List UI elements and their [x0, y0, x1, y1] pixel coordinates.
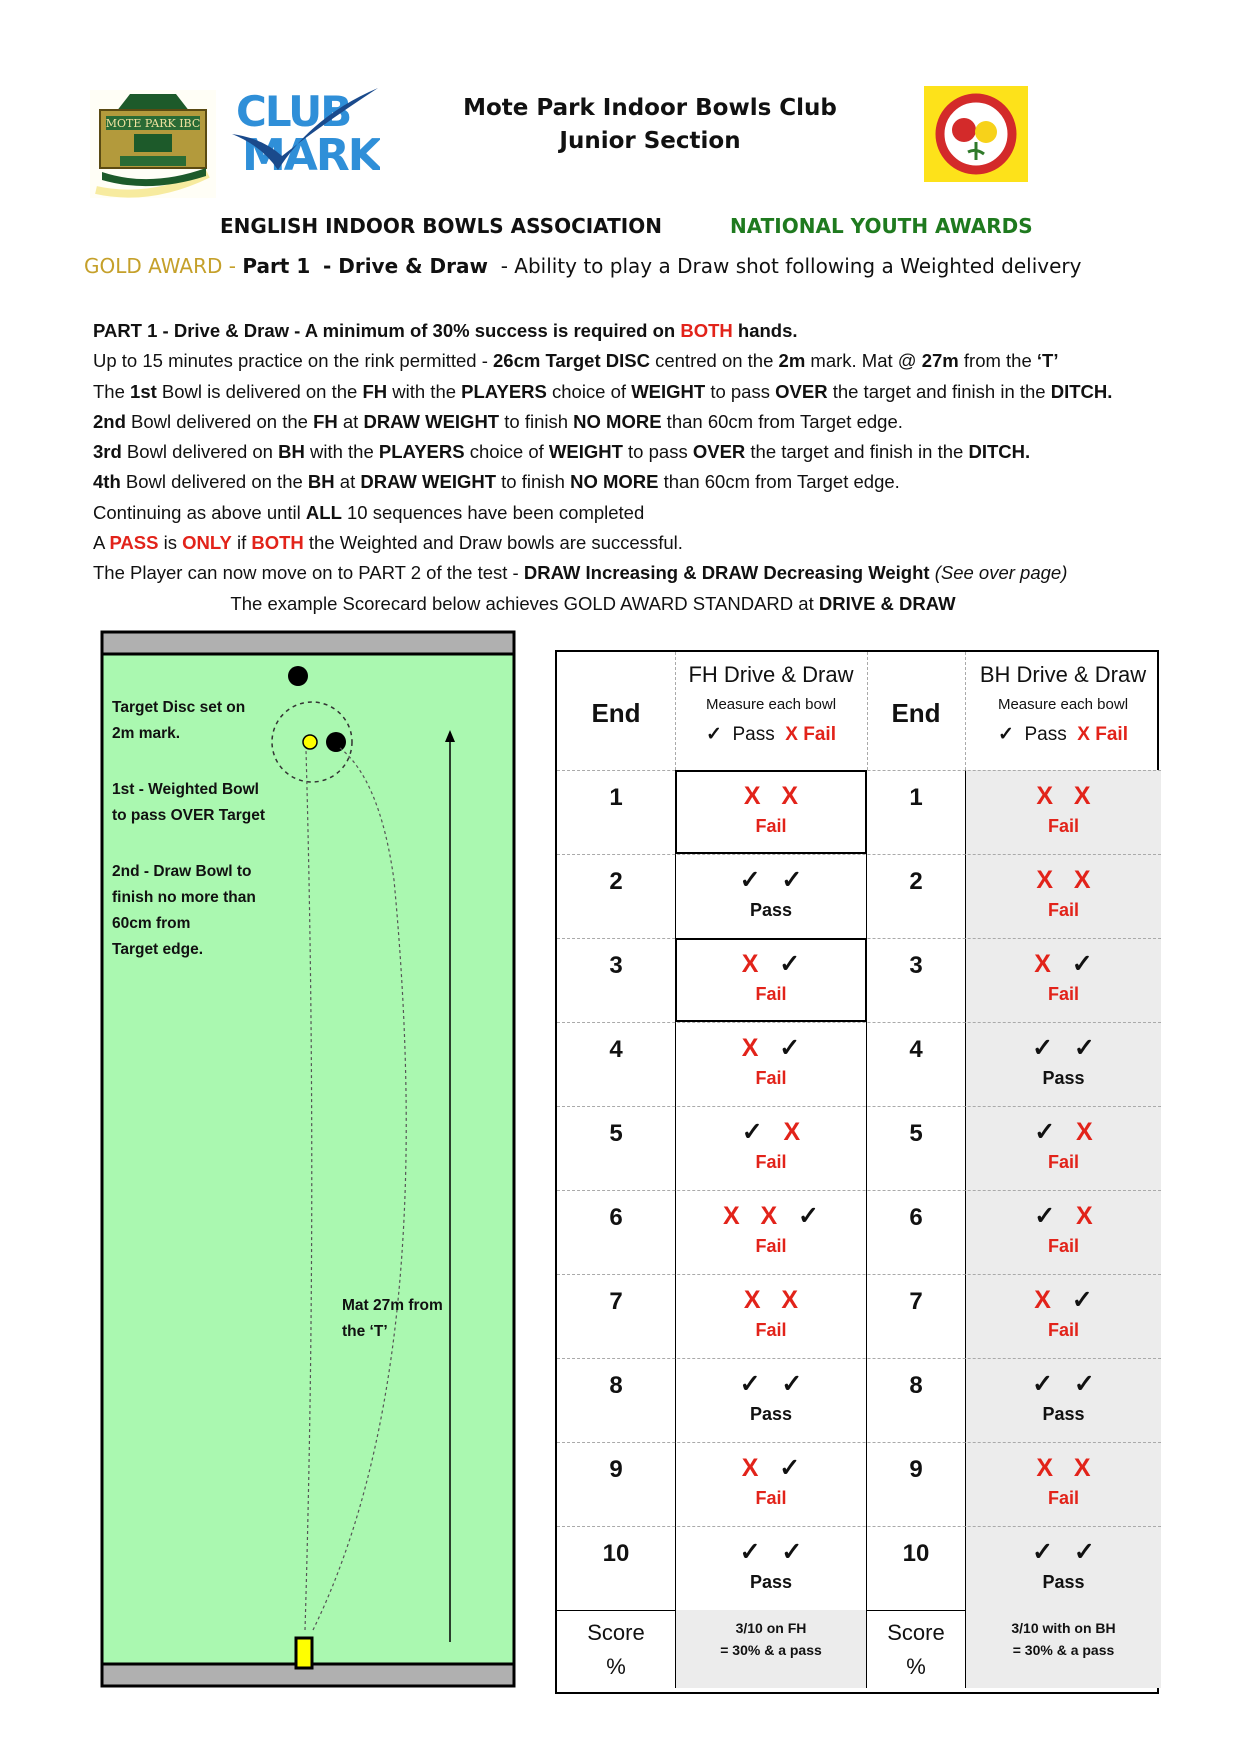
bh-result-cell — [965, 938, 1161, 1022]
bh-score-line-1: 3/10 with on BH — [1011, 1620, 1116, 1636]
bh-result-cell — [965, 1358, 1161, 1442]
end-number: 6 — [909, 1204, 923, 1231]
bowl2-label-3: 60cm from — [112, 915, 191, 932]
bh-header-measure: Measure each bowl — [997, 696, 1129, 713]
result-word: Fail — [1047, 816, 1079, 836]
instruction-line-5: 3rd Bowl delivered on BH with the PLAYERS choice of WEIGHT to pass OVER the target and finish in the DITCH. — [93, 441, 1031, 463]
fh-score — [675, 1610, 867, 1688]
instruction-line-8: A PASS is ONLY if BOTH the Weighted and Draw bowls are successful. — [93, 532, 683, 554]
end-header-label: End — [891, 698, 941, 728]
result-word: Pass — [749, 900, 793, 920]
end-number: 7 — [609, 1288, 623, 1315]
result-word: Fail — [1047, 900, 1079, 920]
end-header-fh — [557, 652, 675, 770]
tick-icon: ✓ — [779, 1034, 801, 1062]
result-word: Fail — [755, 1320, 787, 1340]
score-label: Score — [587, 1620, 645, 1645]
tick-icon: ✓ — [1071, 1286, 1093, 1314]
cross-icon: X — [741, 1454, 759, 1482]
tick-icon: ✓ — [741, 1118, 763, 1146]
end-number-fh — [557, 938, 675, 1022]
score-percent: % — [606, 1654, 626, 1679]
instruction-line-7: Continuing as above until ALL 10 sequences have been completed — [93, 501, 645, 523]
end-number-bh — [867, 1022, 965, 1106]
fh-result-cell — [675, 1022, 867, 1106]
cross-icon: X — [1034, 1286, 1051, 1314]
tick-icon: ✓ — [739, 866, 761, 894]
cross-icon: X — [1076, 1118, 1093, 1146]
result-word: Fail — [1047, 1236, 1079, 1256]
draw-bowl — [326, 732, 346, 752]
instruction-line-3: The 1st Bowl is delivered on the FH with the PLAYERS choice of WEIGHT to pass OVER the target and finish in the DITCH. — [93, 380, 1113, 402]
result-word: Fail — [755, 1236, 787, 1256]
end-number-fh — [557, 854, 675, 938]
end-number-bh — [867, 770, 965, 854]
tick-icon: ✓ — [781, 866, 803, 894]
award-part-name: - Drive & Draw — [322, 254, 488, 278]
result-word: Fail — [755, 984, 787, 1004]
result-word: Pass — [1042, 1068, 1085, 1088]
cross-icon: X — [1076, 1202, 1093, 1230]
ditch-top — [102, 632, 514, 654]
fh-header-pass: Pass — [732, 724, 775, 745]
tick-icon: ✓ — [781, 1370, 803, 1398]
end-number: 5 — [609, 1120, 623, 1147]
end-header-label: End — [591, 698, 641, 728]
end-number: 9 — [609, 1456, 623, 1483]
tick-icon: ✓ — [1073, 1034, 1095, 1062]
result-word: Fail — [1047, 1488, 1079, 1508]
target-label-2: 2m mark. — [112, 725, 181, 742]
tick-icon: ✓ — [998, 724, 1014, 745]
cross-icon: X — [1073, 1454, 1091, 1482]
end-number-fh — [557, 1442, 675, 1526]
bowl1-label-1: 1st - Weighted Bowl — [112, 781, 259, 798]
cross-icon: X — [781, 1286, 799, 1314]
tick-icon: ✓ — [1073, 1538, 1095, 1566]
end-number-bh — [867, 1190, 965, 1274]
end-number: 9 — [909, 1456, 923, 1483]
end-number-fh — [557, 1274, 675, 1358]
end-number-fh — [557, 1106, 675, 1190]
end-number-fh — [557, 1022, 675, 1106]
rink-diagram — [100, 630, 516, 1688]
end-number-bh — [867, 938, 965, 1022]
instruction-line-1: PART 1 - Drive & Draw - A minimum of 30% success is required on BOTH hands. — [93, 320, 798, 341]
cross-icon: X — [743, 1286, 761, 1314]
result-word: Fail — [1047, 984, 1079, 1004]
bowl1-label-2: to pass OVER Target — [112, 807, 266, 824]
bh-score-line-2: = 30% & a pass — [1012, 1642, 1115, 1658]
bh-result-cell — [965, 770, 1161, 854]
award-desc: - Ability to play a Draw shot following a Weighted delivery — [500, 254, 1082, 278]
tick-icon: ✓ — [1034, 1118, 1056, 1146]
instruction-line-10: The example Scorecard below achieves GOLD AWARD STANDARD at DRIVE & DRAW — [230, 592, 956, 614]
bowl2-label-4: Target edge. — [112, 941, 204, 958]
end-number: 3 — [609, 952, 623, 979]
cross-icon: X — [1073, 782, 1091, 810]
result-word: Pass — [749, 1404, 793, 1424]
club-title — [420, 92, 880, 158]
tick-icon: ✓ — [739, 1370, 761, 1398]
tick-icon: ✓ — [739, 1538, 761, 1566]
bh-score — [965, 1610, 1161, 1688]
bh-header-pass: Pass — [1024, 724, 1067, 745]
bh-header — [965, 652, 1161, 770]
bh-result-cell — [965, 1442, 1161, 1526]
fh-header-fail: X Fail — [785, 724, 836, 745]
award-line — [84, 254, 1081, 278]
end-number-fh — [557, 1190, 675, 1274]
cross-icon: X — [783, 1118, 801, 1146]
score-label-fh — [557, 1610, 675, 1688]
score-percent: % — [906, 1654, 926, 1679]
instruction-line-4: 2nd Bowl delivered on the FH at DRAW WEIGHT to finish NO MORE than 60cm from Target edge. — [93, 410, 903, 432]
result-word: Fail — [755, 816, 787, 836]
fh-header-measure: Measure each bowl — [705, 696, 837, 713]
cross-icon: X — [741, 1034, 759, 1062]
tick-icon: ✓ — [781, 1538, 803, 1566]
end-number: 1 — [909, 784, 923, 811]
fh-result-cell — [675, 1190, 867, 1274]
fh-result-cell — [675, 1358, 867, 1442]
result-word: Fail — [755, 1488, 787, 1508]
cross-icon: X — [781, 782, 799, 810]
end-number: 1 — [609, 784, 623, 811]
cross-icon: X — [1036, 782, 1054, 810]
end-number-bh — [867, 1358, 965, 1442]
award-level: GOLD AWARD - — [84, 254, 236, 278]
instruction-line-2: Up to 15 minutes practice on the rink permitted - 26cm Target DISC centred on the 2m mark. Mat @ 27m from the ‘T’ — [93, 350, 1059, 372]
highlight-box — [675, 938, 867, 1022]
bh-header-fail: X Fail — [1077, 724, 1128, 745]
fh-header — [675, 652, 867, 770]
fh-score-line-1: 3/10 on FH — [735, 1620, 807, 1636]
result-word: Pass — [1042, 1404, 1085, 1424]
end-header-bh — [867, 652, 965, 770]
tick-icon: ✓ — [798, 1202, 819, 1230]
cross-icon: X — [1036, 1454, 1054, 1482]
eiba-logo — [924, 86, 1028, 182]
end-number-fh — [557, 1358, 675, 1442]
tick-icon: ✓ — [1032, 1034, 1054, 1062]
end-number-fh — [557, 770, 675, 854]
club-name: Mote Park Indoor Bowls Club — [463, 95, 837, 121]
highlight-box — [675, 770, 867, 854]
end-number-bh — [867, 1526, 965, 1610]
end-number: 8 — [909, 1372, 923, 1399]
end-number: 10 — [902, 1540, 930, 1567]
bh-result-cell — [965, 1106, 1161, 1190]
end-number: 2 — [609, 868, 623, 895]
scorecard — [555, 650, 1159, 1694]
result-word: Pass — [1042, 1572, 1085, 1592]
fh-result-cell — [675, 1526, 867, 1610]
end-number: 6 — [609, 1204, 623, 1231]
result-word: Fail — [755, 1068, 787, 1088]
svg-text:CLUB: CLUB — [236, 87, 351, 136]
club-logo — [90, 90, 216, 198]
end-number-bh — [867, 1442, 965, 1526]
score-label-bh — [867, 1610, 965, 1688]
end-number-bh — [867, 1274, 965, 1358]
cross-icon: X — [1034, 950, 1051, 978]
fh-score-line-2: = 30% & a pass — [720, 1642, 822, 1658]
bh-header-title: BH Drive & Draw — [979, 662, 1147, 687]
fh-result-cell — [675, 1442, 867, 1526]
end-number: 2 — [909, 868, 923, 895]
tick-icon: ✓ — [1032, 1370, 1054, 1398]
cross-icon: X — [722, 1202, 740, 1230]
mat-label-2: the ‘T’ — [342, 1323, 388, 1340]
bowl2-label-2: finish no more than — [112, 889, 256, 906]
bh-result-cell — [965, 854, 1161, 938]
tick-icon: ✓ — [1034, 1202, 1056, 1230]
association-heading: ENGLISH INDOOR BOWLS ASSOCIATION — [220, 214, 662, 238]
club-logo-text: MOTE PARK IBC — [105, 117, 201, 130]
award-part: Part 1 — [242, 254, 311, 278]
fh-result-cell — [675, 1106, 867, 1190]
result-word: Fail — [1047, 1152, 1079, 1172]
tick-icon: ✓ — [706, 724, 722, 745]
cross-icon: X — [1036, 866, 1054, 894]
target-label-1: Target Disc set on — [112, 699, 246, 716]
score-label: Score — [887, 1620, 945, 1645]
bh-result-cell — [965, 1274, 1161, 1358]
end-number: 4 — [909, 1036, 923, 1063]
end-number: 3 — [909, 952, 923, 979]
tick-icon: ✓ — [1071, 950, 1093, 978]
clubmark-logo — [232, 86, 380, 176]
instructions — [93, 316, 1193, 619]
mat — [296, 1638, 312, 1668]
end-number: 8 — [609, 1372, 623, 1399]
mat-label-1: Mat 27m from — [342, 1297, 443, 1314]
cross-icon: X — [743, 782, 761, 810]
end-number: 5 — [909, 1120, 923, 1147]
fh-result-cell — [675, 854, 867, 938]
end-number: 10 — [602, 1540, 630, 1567]
awards-heading: NATIONAL YOUTH AWARDS — [730, 214, 1033, 238]
result-word: Fail — [1047, 1320, 1079, 1340]
tick-icon: ✓ — [779, 1454, 801, 1482]
weighted-bowl — [288, 666, 308, 686]
bh-result-cell — [965, 1022, 1161, 1106]
end-number-bh — [867, 854, 965, 938]
bh-result-cell — [965, 1526, 1161, 1610]
cross-icon: X — [741, 950, 759, 978]
tick-icon: ✓ — [1073, 1370, 1095, 1398]
end-number: 7 — [909, 1288, 923, 1315]
instruction-line-9: The Player can now move on to PART 2 of the test - DRAW Increasing & DRAW Decreasing Weight (See over page) — [93, 562, 1068, 584]
cross-icon: X — [1073, 866, 1091, 894]
bowl2-label-1: 2nd - Draw Bowl to — [112, 863, 252, 880]
bh-result-cell — [965, 1190, 1161, 1274]
cross-icon: X — [760, 1202, 778, 1230]
result-word: Pass — [749, 1572, 793, 1592]
end-number-fh — [557, 1526, 675, 1610]
section-name: Junior Section — [559, 128, 741, 154]
result-word: Fail — [755, 1152, 787, 1172]
end-number-bh — [867, 1106, 965, 1190]
fh-result-cell — [675, 1274, 867, 1358]
end-number: 4 — [609, 1036, 623, 1063]
tick-icon: ✓ — [1032, 1538, 1054, 1566]
svg-text:MARK: MARK — [242, 130, 380, 176]
tick-icon: ✓ — [779, 950, 801, 978]
fh-header-title: FH Drive & Draw — [688, 662, 854, 687]
instruction-line-6: 4th Bowl delivered on the BH at DRAW WEIGHT to finish NO MORE than 60cm from Target edge. — [93, 471, 900, 493]
target-disc — [303, 735, 317, 749]
